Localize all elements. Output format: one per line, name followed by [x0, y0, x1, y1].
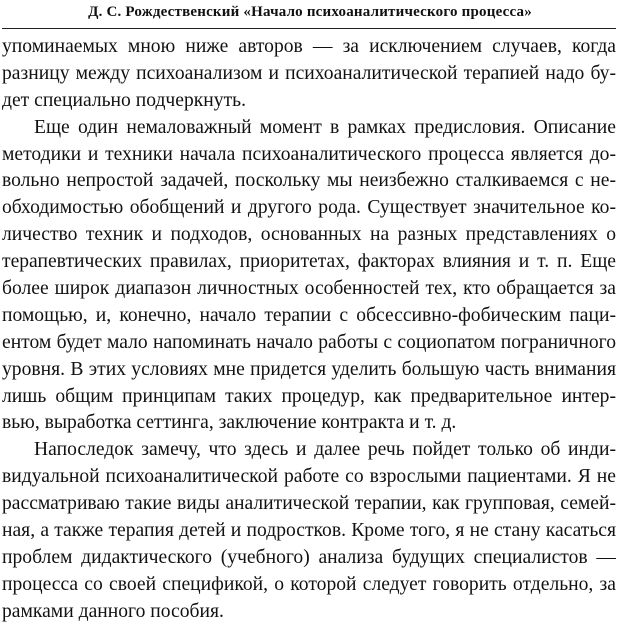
body-text: [2, 34, 616, 626]
text-line: упоминаемых мною ниже авторов — за исключением случаев, когда: [2, 36, 616, 57]
text-line: более широк диапазон личностных особенностей тех, кто обращается за: [2, 278, 616, 300]
text-line: проблем дидактического (учебного) анализа будущих специалистов —: [2, 546, 616, 568]
text-line: разницу между психоанализом и психоаналитической терапией надо бу-: [2, 62, 616, 84]
text-line: ентом будет мало напоминать начало работы с социопатом пограничного: [2, 331, 616, 353]
text-line: вольно непростой задачей, поскольку мы неизбежно сталкиваемся с не-: [2, 170, 616, 192]
text-line: процесса со своей спецификой, о которой следует говорить отдельно, за: [2, 573, 616, 595]
running-head: Д. С. Рождественский «Начало психоаналитического процесса»: [88, 4, 532, 20]
text-line: Напоследок замечу, что здесь и далее речь пойдет только об инди-: [34, 439, 616, 461]
text-line: рассматриваю такие виды аналитической терапии, как групповая, семей-: [2, 493, 616, 515]
text-line: обходимостью обобщений и другого рода. Существует значительное ко-: [2, 197, 616, 219]
text-line: лишь общим принципам таких процедур, как предварительное интер-: [2, 385, 616, 407]
text-line: личество техник и подходов, основанных на разных представлениях о: [2, 224, 616, 246]
paragraph: [2, 437, 616, 625]
text-line: Еще один немаловажный момент в рамках предисловия. Описание: [34, 116, 616, 138]
text-line: вью, выработка сеттинга, заключение контракта и т. д.: [2, 412, 457, 434]
text-line: ная, а также терапия детей и подростков. Кроме того, я не стану касаться: [2, 520, 616, 542]
text-line: терапевтических правилах, приоритетах, факторах влияния и т. п. Еще: [2, 251, 616, 273]
paragraph: [2, 34, 616, 115]
header-divider: [2, 28, 616, 29]
text-line: дет специально подчеркнуть.: [2, 89, 246, 111]
text-line: помощью, и, конечно, начало терапии с обсессивно-фобическим паци-: [2, 304, 616, 326]
text-line: видуальной психоаналитической работе со взрослыми пациентами. Я не: [2, 466, 616, 488]
text-line: уровня. В этих условиях мне придется уделить большую часть внимания: [2, 358, 616, 380]
text-line: методики и техники начала психоаналитического процесса является до-: [2, 143, 616, 165]
paragraph: [2, 115, 616, 438]
text-line: рамками данного пособия.: [2, 600, 224, 622]
